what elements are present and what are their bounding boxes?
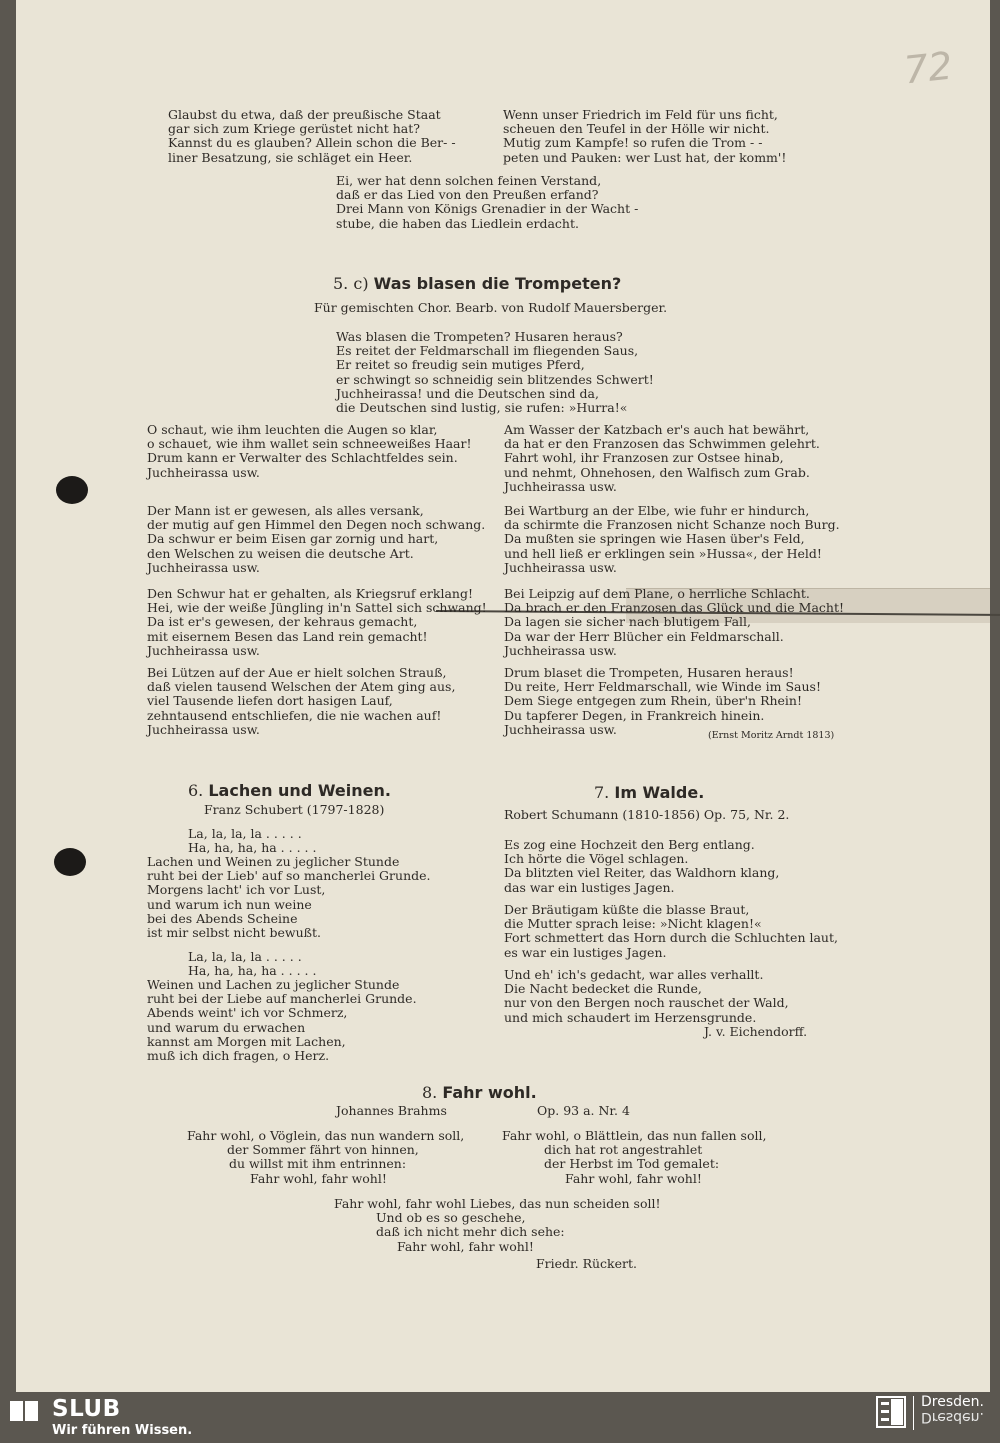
verse-line: der Herbst im Tod gemalet: [544,1156,720,1172]
verse-line: Drum kann er Verwalter des Schlachtfeldes sein. [147,450,458,466]
verse-line: nur von den Bergen noch rauschet der Wald, [504,995,789,1011]
verse-line: Juchheirassa usw. [504,721,617,737]
song5-intro-stanza [336,330,654,415]
verse-line: und warum du erwachen [147,1019,306,1035]
song8-heading [422,1083,537,1102]
verse-line: Lachen und Weinen zu jeglicher Stunde [147,854,400,869]
verse-line: Und ob es so geschehe, [376,1210,526,1226]
verse-line: mit eisernem Besen das Land rein gemacht! [147,628,428,644]
verse-line: peten und Pauken: wer Lust hat, der komm'! [503,149,787,165]
verse-line: Ei, wer hat denn solchen feinen Verstand, [336,173,602,188]
verse-line: Und eh' ich's gedacht, war alles verhallt. [504,967,764,982]
verse-line: und nehmt, Ohnehosen, den Walfisch zum Grab. [504,464,810,480]
verse-line: Was blasen die Trompeten? Husaren heraus? [336,329,623,344]
verse-line: ist mir selbst nicht bewußt. [147,925,322,941]
verse-line: er schwingt so schneidig sein blitzendes Schwert! [336,371,654,387]
slub-logo-icon [10,1399,40,1423]
verse-line: stube, die haben das Liedlein erdacht. [336,215,579,231]
intro-left-stanza [168,108,456,165]
verse-line: Er reitet so freudig sein mutiges Pferd, [336,357,585,373]
verse-line: Ha, ha, ha, ha . . . . . [188,963,317,979]
verse-line: Am Wasser der Katzbach er's auch hat bewährt, [504,422,810,437]
punch-hole [54,848,86,876]
brand-tagline: Wir führen Wissen. [52,1423,193,1438]
song8-number: 8. [422,1083,438,1102]
song6-number: 6. [188,781,204,800]
page-number: 72 [901,43,955,93]
song8-verse-left [187,1129,464,1186]
verse-line: Da mußten sie springen wie Hasen über's Feld, [504,531,805,547]
song6-heading [188,781,391,800]
verse-line: zehntausend entschliefen, die nie wachen auf! [147,707,442,723]
verse-line: gar sich zum Kriege gerüstet nicht hat? [168,121,420,137]
intro-center-stanza [336,174,638,231]
verse-line: Wenn unser Friedrich im Feld für uns ficht, [503,107,778,122]
verse-line: Bei Wartburg an der Elbe, wie fuhr er hindurch, [504,503,810,518]
verse-line: Der Mann ist er gewesen, als alles versank, [147,503,424,518]
verse-line: Du reite, Herr Feldmarschall, wie Winde im Saus! [504,679,821,695]
song6-verse-1 [147,855,431,940]
song5-stanza-left-3 [147,587,487,658]
verse-line: da hat er den Franzosen das Schwimmen gelehrt. [504,436,820,452]
verse-line: Kannst du es glauben? Allein schon die Ber- - [168,135,456,151]
song8-verse-right [502,1129,766,1186]
verse-line: Dem Siege entgegen zum Rhein, über'n Rhein! [504,693,803,709]
song5-stanza-right-3 [504,587,844,658]
verse-line: das war ein lustiges Jagen. [504,879,675,895]
verse-line: da schirmte die Franzosen nicht Schanze noch Burg. [504,517,840,533]
verse-line: Fahr wohl, o Blättlein, das nun fallen soll, [502,1128,767,1143]
punch-hole [56,476,88,504]
song6-verse-2 [147,978,417,1063]
verse-line: liner Besatzung, sie schläget ein Heer. [168,149,413,165]
song7-title: Im Walde. [614,783,705,802]
verse-line: La, la, la, la . . . . . [188,949,302,964]
song8-opus: Op. 93 a. Nr. 4 [537,1103,630,1118]
verse-line: Es zog eine Hochzeit den Berg entlang. [504,837,755,852]
footer-divider [913,1396,914,1430]
verse-line: Juchheirassa usw. [147,642,260,658]
song8-author: Friedr. Rückert. [536,1256,638,1271]
song5-stanza-left-1 [147,423,472,480]
city-name-reflection: Dresden. [921,1409,984,1425]
verse-line: Da ist er's gewesen, der kehraus gemacht, [147,614,418,630]
song5-number: 5. c) [333,274,369,293]
verse-line: O schaut, wie ihm leuchten die Augen so klar, [147,422,438,437]
verse-line: bei des Abends Scheine [147,910,298,926]
verse-line: Juchheirassa usw. [147,464,260,480]
verse-line: Juchheirassa usw. [504,559,617,575]
verse-line: viel Tausende liefen dort hasigen Lauf, [147,693,393,709]
song5-stanza-left-4 [147,666,455,737]
dresden-crest-icon [876,1396,906,1428]
song5-stanza-left-2 [147,504,485,575]
song8-composer: Johannes Brahms [336,1103,447,1118]
verse-line: Fahr wohl, fahr wohl Liebes, das nun scheiden soll! [334,1196,661,1211]
verse-line: Der Bräutigam küßte die blasse Braut, [504,902,750,917]
song7-verse-3 [504,968,789,1025]
song7-composer: Robert Schumann (1810-1856) Op. 75, Nr. 2. [504,807,790,822]
verse-line: Juchheirassa usw. [504,642,617,658]
song6-refrain-2 [188,950,316,978]
verse-line: dich hat rot angestrahlet [544,1142,703,1158]
song6-refrain-1 [188,827,316,855]
verse-line: daß ich nicht mehr dich sehe: [376,1224,565,1240]
verse-line: daß er das Lied von den Preußen erfand? [336,187,599,203]
verse-line: Bei Lützen auf der Aue er hielt solchen Strauß, [147,665,447,680]
verse-line: scheuen den Teufel in der Hölle wir nicht. [503,121,770,137]
song7-verse-1 [504,838,779,895]
verse-line: Weinen und Lachen zu jeglicher Stunde [147,977,400,992]
verse-line: du willst mit ihm entrinnen: [229,1156,407,1172]
verse-line: Fahr wohl, fahr wohl! [565,1170,702,1186]
song5-subtitle: Für gemischten Chor. Bearb. von Rudolf Mauersberger. [314,300,668,315]
song7-number: 7. [594,783,610,802]
verse-line: Die Nacht bedecket die Runde, [504,981,702,997]
verse-line: Fahr wohl, o Vöglein, das nun wandern soll, [187,1128,465,1143]
verse-line: Abends weint' ich vor Schmerz, [147,1005,348,1021]
verse-line: muß ich dich fragen, o Herz. [147,1048,330,1064]
city-name[interactable]: Dresden. [921,1394,984,1410]
verse-line: Da brach er den Franzosen das Glück und die Macht! [504,600,844,616]
verse-line: Morgens lacht' ich vor Lust, [147,882,326,898]
verse-line: der mutig auf gen Himmel den Degen noch schwang. [147,517,486,533]
song5-heading [333,274,621,293]
verse-line: Du tapferer Degen, in Frankreich hinein. [504,707,765,723]
document-page [16,0,990,1392]
verse-line: Fahr wohl, fahr wohl! [250,1170,387,1186]
verse-line: ruht bei der Lieb' auf so mancherlei Grunde. [147,868,431,884]
verse-line: Fort schmettert das Horn durch die Schluchten laut, [504,930,838,946]
verse-line: Juchheirassa usw. [504,478,617,494]
verse-line: o schauet, wie ihm wallet sein schneeweißes Haar! [147,436,472,452]
verse-line: Drei Mann von Königs Grenadier in der Wacht - [336,201,639,217]
song6-title: Lachen und Weinen. [208,781,391,800]
verse-line: Juchheirassa usw. [147,559,260,575]
verse-line: Da lagen sie sicher nach blutigem Fall, [504,614,751,630]
verse-line: Den Schwur hat er gehalten, als Kriegsruf erklang! [147,586,473,601]
song8-title: Fahr wohl. [442,1083,537,1102]
verse-line: und hell ließ er erklingen sein »Hussa«, der Held! [504,545,822,561]
verse-line: ruht bei der Liebe auf mancherlei Grunde. [147,991,417,1007]
verse-line: und mich schaudert im Herzensgrunde. [504,1009,757,1025]
verse-line: den Welschen zu weisen die deutsche Art. [147,545,414,561]
verse-line: Es reitet der Feldmarschall im fliegenden Saus, [336,343,639,359]
verse-line: der Sommer fährt von hinnen, [227,1142,419,1158]
verse-line: die Deutschen sind lustig, sie rufen: »Hurra!« [336,400,628,416]
verse-line: Juchheirassa! und die Deutschen sind da, [336,385,599,401]
verse-line: die Mutter sprach leise: »Nicht klagen!« [504,916,762,932]
verse-line: Fahrt wohl, ihr Franzosen zur Ostsee hinab, [504,450,784,466]
song7-author: J. v. Eichendorff. [704,1024,808,1039]
verse-line: Ich hörte die Vögel schlagen. [504,851,689,867]
footer-bar [0,1392,1000,1443]
song5-credit: (Ernst Moritz Arndt 1813) [708,730,835,741]
song6-composer: Franz Schubert (1797-1828) [204,802,385,817]
verse-line: Bei Leipzig auf dem Plane, o herrliche Schlacht. [504,586,810,601]
verse-line: kannst am Morgen mit Lachen, [147,1033,346,1049]
verse-line: es war ein lustiges Jagen. [504,944,667,960]
verse-line: Juchheirassa usw. [147,721,260,737]
song5-stanza-right-2 [504,504,840,575]
intro-right-stanza [503,108,786,165]
verse-line: Da blitzten viel Reiter, das Waldhorn klang, [504,865,780,881]
verse-line: und warum ich nun weine [147,896,312,912]
verse-line: Ha, ha, ha, ha . . . . . [188,840,317,856]
song8-verse-center [334,1197,661,1254]
song5-stanza-right-4 [504,666,821,737]
brand-name[interactable]: SLUB [52,1396,121,1422]
verse-line: Drum blaset die Trompeten, Husaren heraus! [504,665,794,680]
song7-heading [594,783,704,802]
verse-line: Hei, wie der weiße Jüngling in'n Sattel sich schwang! [147,600,487,616]
song7-verse-2 [504,903,838,960]
verse-line: Mutig zum Kampfe! so rufen die Trom - - [503,135,763,151]
song5-title: Was blasen die Trompeten? [373,274,622,293]
verse-line: Fahr wohl, fahr wohl! [397,1238,534,1254]
verse-line: Da war der Herr Blücher ein Feldmarschall. [504,628,784,644]
verse-line: La, la, la, la . . . . . [188,826,302,841]
verse-line: Da schwur er beim Eisen gar zornig und hart, [147,531,439,547]
song5-stanza-right-1 [504,423,820,494]
verse-line: Glaubst du etwa, daß der preußische Staat [168,107,441,122]
verse-line: daß vielen tausend Welschen der Atem ging aus, [147,679,456,695]
